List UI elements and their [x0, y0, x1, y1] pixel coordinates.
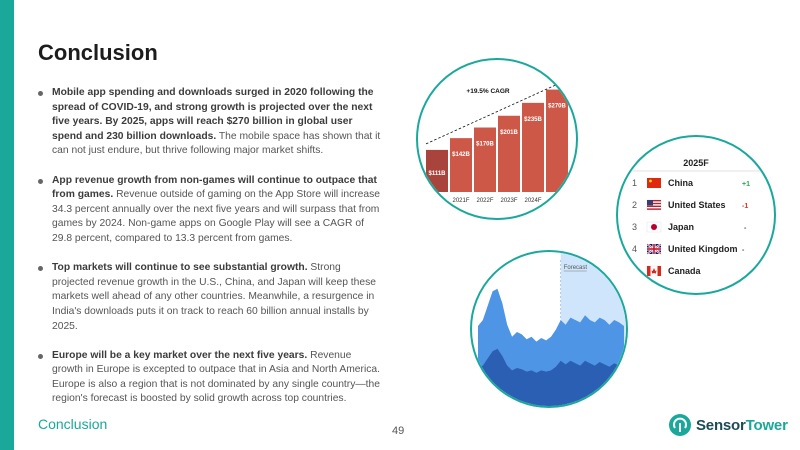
x-tick-label: 2022F [476, 198, 494, 204]
page-number: 49 [392, 425, 405, 437]
country-name: United States [668, 200, 726, 210]
bullet-body-text: Revenue growth in Europe is excepted to outpace that in Asia and North America. Europe is also a region that is not dominated by any single country—the region's forecast is boosted by solid growth across top countries. [52, 349, 380, 405]
cagr-annotation: +19.5% CAGR [466, 88, 510, 95]
japan-flag-icon [647, 222, 661, 232]
footer-section-label: Conclusion [38, 416, 108, 432]
bullet-dot [38, 354, 43, 359]
x-tick-label: 2024F [524, 198, 542, 204]
bullet-item [38, 261, 383, 334]
bullet-dot [38, 91, 43, 96]
country-ranking-circle [616, 135, 776, 295]
bullet-list [38, 86, 383, 422]
bar-data-label: $170B [476, 141, 494, 148]
uk-flag-icon [647, 244, 661, 254]
sensortower-logo-text [696, 417, 788, 434]
china-flag-icon [647, 178, 661, 188]
country-name: Canada [668, 266, 701, 276]
rank-number: 1 [632, 178, 638, 188]
bullet-body-text: Revenue outside of gaming on the App Store will increase 34.3 percent annually over the next five years and will surpass that from games by 2024. Non-game apps on Google Play will see a CAGR of 29.8 percent, compared to 13.3 percent from games. [52, 189, 380, 244]
bullet-body-text: The mobile space has shown that it can not just endure, but thrive following major market shifts. [52, 130, 381, 157]
rank-number: 2 [632, 200, 638, 210]
sensortower-logo-icon [668, 413, 692, 437]
bar-data-label: $270B [548, 103, 566, 110]
rank-number: 3 [632, 222, 638, 232]
bullet-item [38, 86, 383, 159]
country-name: Japan [668, 222, 695, 232]
logo-text-part1: Sensor [696, 416, 746, 434]
bullet-dot [38, 266, 43, 271]
bullet-bold-text: Top markets will continue to see substantial growth. [52, 262, 308, 274]
bullet-item [38, 174, 383, 247]
rank-change: +1 [742, 181, 750, 188]
bar-data-label: $111B [428, 170, 446, 177]
bullet-body-text: Strong projected revenue growth in the U.S., China, and Japan will keep these markets well ahead of any other countries. Meanwhile, a resurgence in India's downloads puts it on track to reach 60 billion annual installs by 2025. [52, 262, 376, 332]
ranking-title: 2025F [683, 158, 709, 168]
rank-change: - [742, 247, 745, 254]
canada-flag-icon [647, 266, 661, 276]
country-name: United Kingdom [668, 244, 738, 254]
downloads-area-chart [472, 252, 626, 406]
us-flag-icon [647, 200, 661, 210]
bar [450, 138, 472, 192]
bullet-bold-text: App revenue growth from non-games will continue to outpace that from games. [52, 174, 377, 201]
logo-text-part2: Tower [745, 416, 788, 434]
forecast-label: Forecast [563, 265, 588, 271]
rank-number: 4 [632, 244, 638, 254]
revenue-bar-chart [418, 60, 576, 218]
bar [498, 116, 520, 192]
bullet-dot [38, 179, 43, 184]
bullet-bold-text: Europe will be a key market over the next five years. [52, 349, 308, 361]
bar-data-label: $142B [452, 152, 470, 159]
bar-data-label: $201B [500, 129, 518, 136]
bullet-bold-text: Mobile app spending and downloads surged in 2020 following the spread of COVID-19, and strong growth is projected over the next five years. By 2025, apps will reach $270 billion in global user spend and 230 billion downloads. [52, 87, 374, 142]
sensortower-logo [668, 413, 788, 437]
country-ranking-table [618, 137, 774, 293]
bar-data-label: $235B [524, 116, 542, 123]
downloads-area-chart-circle [470, 250, 628, 408]
x-tick-label: 2023F [500, 198, 518, 204]
rank-change: -1 [742, 203, 749, 210]
x-tick-label: 2021F [452, 198, 470, 204]
rank-change: - [744, 225, 747, 232]
bullet-item [38, 349, 383, 407]
revenue-bar-chart-circle [416, 58, 578, 220]
bar [474, 128, 496, 192]
accent-bar [0, 0, 14, 450]
country-name: China [668, 178, 694, 188]
page-title: Conclusion [38, 40, 158, 65]
